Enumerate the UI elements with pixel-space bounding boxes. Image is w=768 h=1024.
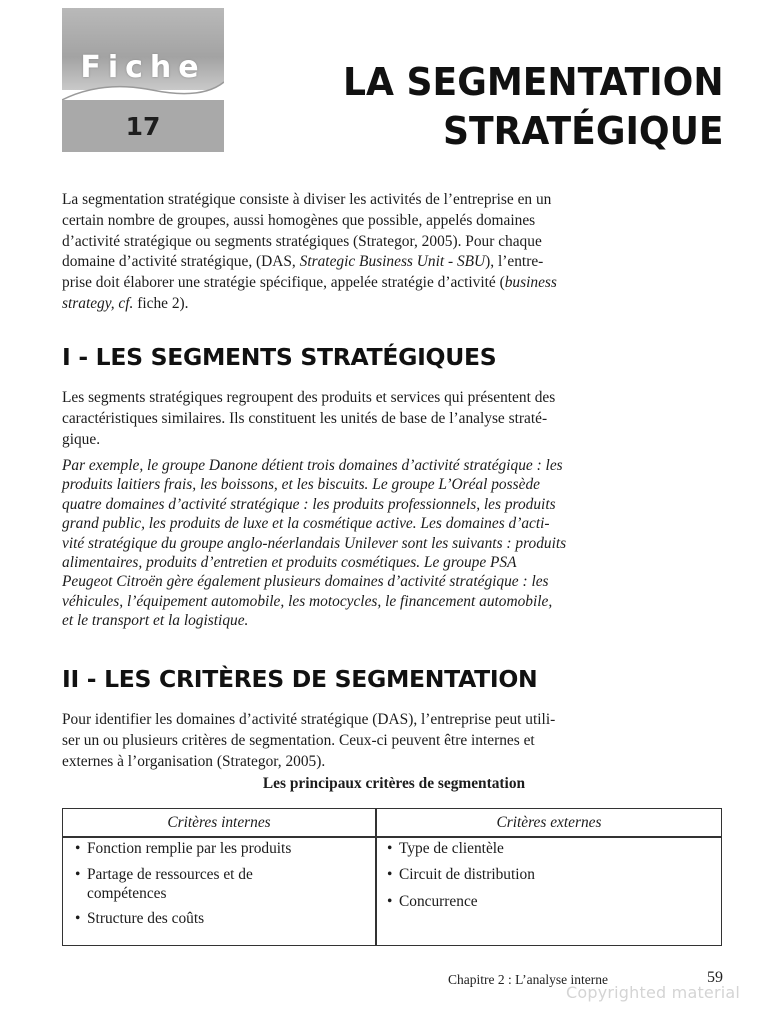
criteria-item <box>75 910 204 928</box>
badge-number: 17 <box>125 112 161 141</box>
paragraph-line: gique. <box>62 430 101 448</box>
footer-chapter: Chapitre 2 : L’analyse interne <box>448 972 608 987</box>
example-line: Peugeot Citroën gère également plusieurs domaines d’activité stratégique : les <box>62 573 549 591</box>
criteria-table <box>62 808 722 946</box>
paragraph-line: Pour identifier les domaines d’activité stratégique (DAS), l’entreprise peut utili- <box>62 711 556 728</box>
intro-line: certain nombre de groupes, aussi homogènes que possible, appelés domaines <box>62 211 536 229</box>
intro-line <box>62 294 726 315</box>
example-line: véhicules, l’équipement automobile, les motocycles, le financement automobile, <box>62 592 553 610</box>
criteria-item <box>387 866 535 884</box>
intro-line: La segmentation stratégique consiste à diviser les activités de l’entreprise en un <box>62 191 552 208</box>
criteria-text: Structure des coûts <box>87 910 205 927</box>
section-heading-1: I - LES SEGMENTS STRATÉGIQUES <box>62 343 497 371</box>
section-heading-2: II - LES CRITÈRES DE SEGMENTATION <box>62 665 538 693</box>
example-line: et le transport et la logistique. <box>62 612 249 630</box>
title-line-1: LA SEGMENTATION <box>343 60 724 104</box>
bullet: • <box>75 866 81 883</box>
bullet: • <box>75 840 81 857</box>
criteria-text: Circuit de distribution <box>399 866 535 883</box>
example-line: produits laitiers frais, les boissons, et les biscuits. Le groupe L’Oréal possède <box>62 476 540 494</box>
badge-word: Fiche <box>80 50 206 85</box>
intro-paragraph <box>62 190 726 315</box>
intro-line: d’activité stratégique ou segments stratégiques (Strategor, 2005). Pour chaque <box>62 232 542 250</box>
example-line: vité stratégique du groupe anglo-néerlandais Unilever sont les suivants : produits <box>62 534 567 552</box>
example-line: grand public, les produits de luxe et la cosmétique active. Les domaines d’acti- <box>62 515 550 533</box>
criteria-text: Concurrence <box>399 893 478 910</box>
page-title <box>343 58 724 156</box>
paragraph-line: caractéristiques similaires. Ils constituent les unités de base de l’analyse straté- <box>62 409 548 427</box>
example-line: Par exemple, le groupe Danone détient trois domaines d’activité stratégique : les <box>62 457 563 474</box>
criteria-text: Fonction remplie par les produits <box>87 840 292 857</box>
page-number: 59 <box>707 969 723 986</box>
section2-paragraph <box>62 710 726 772</box>
bullet: • <box>387 866 393 883</box>
bullet: • <box>387 840 393 857</box>
table-header-divider <box>63 836 721 838</box>
copyright-watermark: Copyrighted material <box>566 983 741 1002</box>
fiche-badge <box>62 8 224 144</box>
intro-italic: Strategic Business Unit - SBU <box>299 253 486 271</box>
example-paragraph <box>62 456 726 631</box>
table-header-external: Critères externes <box>496 814 602 831</box>
criteria-text: Partage de ressources et de <box>87 866 253 883</box>
table-caption: Les principaux critères de segmentation <box>262 775 526 792</box>
criteria-text: Type de clientèle <box>399 840 504 857</box>
criteria-item-continuation: compétences <box>87 885 167 902</box>
bullet: • <box>387 893 393 910</box>
criteria-item <box>387 840 504 858</box>
table-header-internal: Critères internes <box>167 814 271 831</box>
intro-text: domaine d’activité stratégique, (DAS, <box>62 253 300 271</box>
section1-paragraph <box>62 388 726 450</box>
example-line: alimentaires, produits d’entretien et produits cosmétiques. Le groupe PSA <box>62 554 517 572</box>
paragraph-line: Les segments stratégiques regroupent des produits et services qui présentent des <box>62 389 556 406</box>
example-line: quatre domaines d’activité stratégique : les produits professionnels, les produits <box>62 495 556 513</box>
paragraph-line: ser un ou plusieurs critères de segmentation. Ceux-ci peuvent être internes et <box>62 731 535 749</box>
intro-text: ), l’entre- <box>485 253 544 271</box>
intro-text: fiche 2). <box>133 294 189 312</box>
criteria-item <box>387 893 478 911</box>
paragraph-line: externes à l’organisation (Strategor, 2005). <box>62 752 326 770</box>
title-line-2: STRATÉGIQUE <box>443 109 724 153</box>
intro-italic: strategy, cf. <box>62 294 134 312</box>
criteria-item <box>75 866 253 884</box>
bullet: • <box>75 910 81 927</box>
intro-line <box>62 273 726 294</box>
criteria-item <box>75 840 291 858</box>
intro-text: prise doit élaborer une stratégie spécifique, appelée stratégie d’activité ( <box>62 274 505 292</box>
intro-line <box>62 252 726 273</box>
intro-italic: business <box>504 274 557 292</box>
